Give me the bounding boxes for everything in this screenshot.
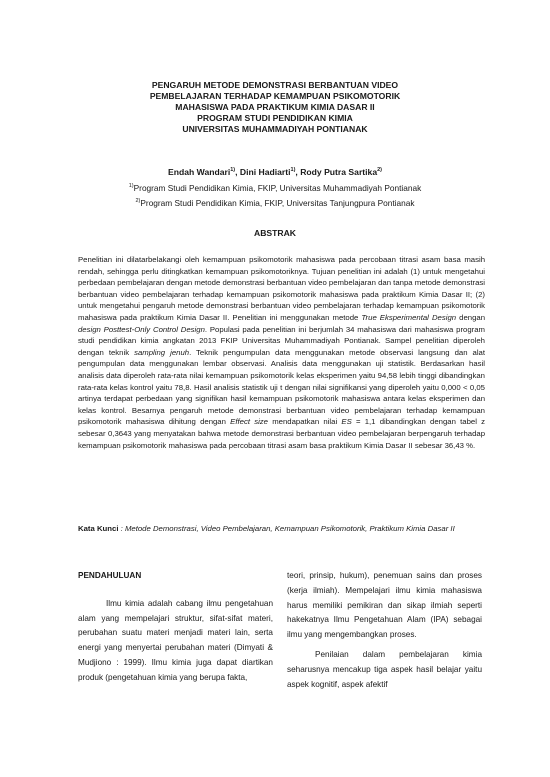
abstract-body: [78, 254, 485, 451]
affiliation-marker: 1): [128, 183, 134, 190]
affiliation-text: Program Studi Pendidikan Kimia, FKIP, Universitas Tanjungpura Pontianak: [140, 198, 415, 208]
abstract-segment-italic: sampling jenuh: [134, 347, 190, 357]
author-separator: ,: [235, 167, 240, 177]
keywords: [78, 523, 485, 535]
title-line: PROGRAM STUDI PENDIDIKAN KIMIA: [197, 113, 353, 123]
body-paragraph: teori, prinsip, hukum), penemuan sains dan proses (kerja ilmiah). Mempelajari ilmu kimia mahasiswa harus memiliki pemikiran dan sikap ilmiah seperti hakekatnya Ilmu Pengetahuan Alam (IPA) sebagai ilmu yang mengembangkan proses.: [287, 571, 482, 640]
paper-title: [60, 80, 490, 135]
abstract-segment-italic: design Posttest-Only Control Design: [78, 324, 205, 334]
right-column: [287, 569, 482, 692]
title-line: UNIVERSITAS MUHAMMADIYAH PONTIANAK: [182, 124, 368, 134]
affiliation: [40, 198, 510, 208]
keywords-label: Kata Kunci: [78, 524, 119, 533]
abstract-segment-italic: ES: [341, 417, 352, 427]
abstract-heading: ABSTRAK: [253, 228, 296, 238]
title-line: PEMBELAJARAN TERHADAP KEMAMPUAN PSIKOMOTORIK: [149, 91, 401, 101]
author-list: [60, 167, 490, 177]
section-heading: PENDAHULUAN: [78, 571, 142, 580]
abstract-segment: dengan: [456, 312, 486, 322]
body-paragraph: Penilaian dalam pembelajaran kimia seharusnya mencakup tiga aspek hasil belajar yaitu aspek kognitif, aspek afektif: [287, 649, 482, 689]
abstract-segment-italic: True Eksperimental Design: [361, 312, 457, 322]
title-line: PENGARUH METODE DEMONSTRASI BERBANTUAN VIDEO: [151, 80, 399, 90]
author-name: Endah Wandari: [168, 167, 231, 177]
affiliation-marker: 2): [135, 198, 141, 205]
author-name: Rody Putra Sartika: [300, 167, 378, 177]
abstract-segment-italic: Effect size: [230, 417, 268, 427]
author-affiliation-marker: 1): [230, 167, 236, 174]
affiliation-text: Program Studi Pendidikan Kimia, FKIP, Universitas Muhammadiyah Pontianak: [133, 183, 422, 193]
abstract-segment: = 1,1 dibandingkan dengan tabel z sebesar 0,3643 yang menyatakan bahwa metode demonstrasi berbantuan video pembelajaran berpengaruh terhadap kemampuan psikomotorik mahasiswa pada percobaan titrasi asam basa praktikum Kimia Dasar II sebesar 36,43 %.: [78, 417, 486, 450]
affiliation: [40, 183, 510, 193]
left-column: [78, 569, 273, 686]
body-paragraph: Ilmu kimia adalah cabang ilmu pengetahuan alam yang mempelajari struktur, sifat-sifat materi, perubahan suatu materi menjadi materi lain, serta energi yang menyertai perubahan materi (Dimyati & Mudjiono : 1999). Ilmu kimia juga dapat diartikan produk (pengetahuan kimia yang berupa fakta,: [78, 598, 273, 682]
keywords-text: : Metode Demonstrasi, Video Pembelajaran, Kemampuan Psikomotorik, Praktikum Kimia Dasar II: [118, 524, 455, 533]
author-affiliation-marker: 2): [377, 167, 382, 174]
author-separator: ,: [295, 167, 301, 177]
author-name: Dini Hadiarti: [239, 167, 291, 177]
abstract-segment: . Teknik pengumpulan data menggunakan metode observasi langsung dan alat pengumpulan data menggunakan lembar observasi. Analisis data menggunakan uji statistik. Berdasarkan hasil analisis data diperoleh rata-rata nilai kemampuan psikomotorik kelas eksperimen yaitu 94,58 lebih tinggi dibandingkan rata-rata kelas kontrol yaitu 78,8. Hasil analisis statistik uji t dengan nilai signifikansi yang diperoleh yaitu 0,000 < 0,05 artinya terdapat perbedaan yang signifikan hasil kemampuan psikomotorik mahasiswa antara kelas eksperimen dan kelas kontrol. Besarnya pengaruh metode demonstrasi berbantuan video pembelajaran terhadap kemampuan psikomotorik mahasiswa dihitung dengan: [78, 347, 485, 427]
author-affiliation-marker: 1): [290, 167, 296, 174]
abstract-segment: . Populasi pada penelitian ini berjumlah 34 mahasiswa dari mahasiswa program studi pendidikan kimia angkatan 2013 FKIP Universitas Muhammadiyah Pontianak. Sampel penelitian diperoleh dengan teknik: [78, 324, 485, 357]
abstract-segment: Penelitian ini dilatarbelakangi oleh kemampuan psikomotorik mahasiswa pada percobaan titrasi asam basa masih rendah, sehingga perlu ditingkatkan kemampuan psikomotoriknya. Tujuan penelitian ini adalah (1) untuk mengetahui perbedaan pembelajaran dengan metode demonstrasi berbantuan video pembelajaran dan tanpa metode demonstrasi berbantuan video pembelajaran terhadap kemampuan psikomotorik mahasiswa pada praktikum Kimia Dasar II; (2) untuk mengetahui pengaruh metode demonstrasi berbantuan video pembelajaran terhadap kemampuan psikomotorik mahasiswa pada praktikum Kimia Dasar II. Penelitian ini menggunakan metode: [78, 255, 485, 322]
title-line: MAHASISWA PADA PRAKTIKUM KIMIA DASAR II: [175, 102, 375, 112]
abstract-segment: mendapatkan nilai: [267, 417, 342, 427]
